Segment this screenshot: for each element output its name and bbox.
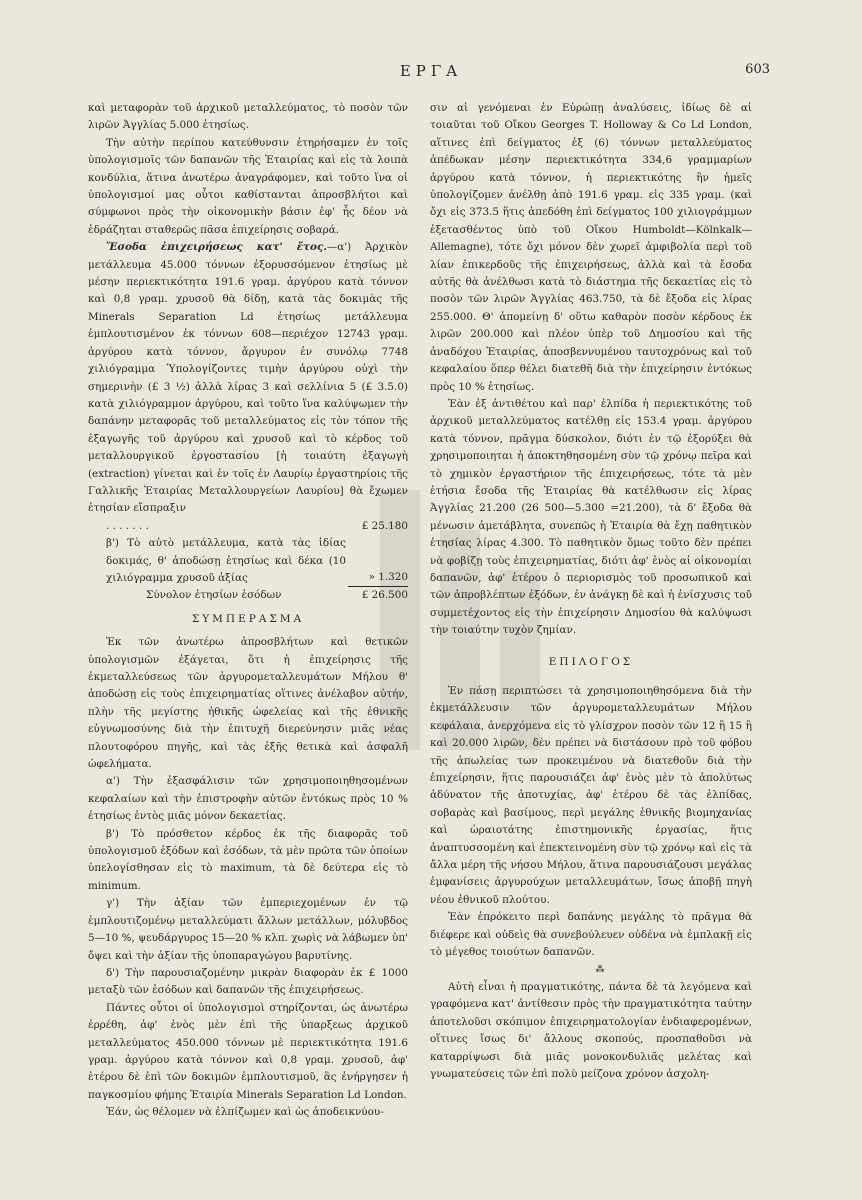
- page-number: 603: [745, 62, 770, 77]
- paragraph: Ἐὰν ἐπρόκειτο περὶ δαπάνης μεγάλης τὸ πρᾶγμα θὰ διέφερε καὶ οὐδεὶς θὰ συνεβούλευεν οὐδένα νὰ ἐμπλακῇ εἰς τὸ μέγεθος τοιούτων δαπανῶν.: [430, 911, 752, 959]
- account-total-label: Σύνολον ἐτησίων ἐσόδων: [146, 589, 282, 602]
- paragraph: καὶ μεταφορὰν τοῦ ἀρχικοῦ μεταλλεύματος, τὸ ποσὸν τῶν λιρῶν Ἀγγλίας 5.000 ἐτησίως.: [88, 102, 408, 132]
- paragraph: δ') Τὴν παρουσιαζομένην μικρὰν διαφορὰν ἐκ £ 1000 μεταξὺ τῶν ἐσόδων καὶ δαπανῶν τῆς ἐπιχειρήσεως.: [88, 966, 408, 997]
- paragraph: Ἐν πάσῃ περιπτώσει τὰ χρησιμοποιηθησόμενα διὰ τὴν ἐκμετάλλευσιν τῶν ἀργυρομεταλλευμάτων Μήλου κεφάλαια, ἀνερχόμενα εἰς τὸ γλίσχρον ποσὸν τῶν 12 ἢ 15 ἢ καὶ 20.000 λιρῶν, δὲν πρέπει νὰ διστάσουν πρὸ τοῦ φόβου τῆς ἀπωλείας των προκειμένου νὰ διατεθοῦν διὰ τὴν ἐπιχείρησιν, ἥτις παρουσιάζει ἀφ' ἑνὸς μὲν τὸ ἀπολύτως ἀδύνατον τῆς ἀποτυχίας, ἀφ' ἑτέρου δὲ τὰς ἐλπίδας, σοβαρὰς καὶ βασίμους, περὶ μεγάλης ἐθνικῆς βιομηχανίας καὶ ὡραιοτάτης ἐπιστημονικῆς ἐργασίας, ἥτις ἀναπτυσσομένη καὶ ἐπεκτεινομένη σὺν τῷ χρόνῳ καὶ εἰς τὰ ἄλλα μέρη τῆς νήσου Μήλου, ἅτινα παρουσιάζουσι μεγάλας ἐμφανίσεις ἀργυρούχων μεταλλευμάτων, ἴσως ἀποβῇ πηγὴ νέου ἐθνικοῦ πλούτου.: [430, 685, 752, 906]
- paragraph: σιν αἱ γενόμεναι ἐν Εὐρώπῃ ἀναλύσεις, ἰδίως δὲ αἱ τοιαῦται τοῦ Οἴκου Georges T. Holloway & Co Ld London, αἵτινες ἐπὶ δείγματος ἐξ (6) τόννων μεταλλεύματος ἀπέδωκαν μέσην περιεκτικότητα 334,6 γραμμαρίων ἀργύρου κατὰ τόννον, ἡ περιεκτικότης ἣν ἡμεῖς ὑπολογίζομεν ἀνέλθῃ ἀπὸ 191.6 γραμ. εἰς 335 γραμ. (καὶ ὄχι εἰς 373.5 ἥτις ἀπεδόθη ἐπὶ δείγματος 100 χιλιογράμμων ἐξετασθέντος ὑπὸ τοῦ Οἴκου Humboldt—Kölnkalk—Allemagne), τότε ὄχι μόνον δὲν χωρεῖ ἀμφιβολία περὶ τοῦ λίαν ἐπικερδοῦς τῆς ἐπιχειρήσεως, ἀλλὰ καὶ τὰ ἔσοδα αὐτῆς θὰ ἀνέλθωσι κατὰ τὸ διάστημα τῆς δεκαετίας εἰς τὸ ποσὸν τῶν λιρῶν Ἀγγλίας 463.750, τὰ δὲ ἔξοδα εἰς λίρας 255.000. Θ' ἀπομείνῃ δ' οὕτω καθαρὸν ποσὸν κέρδους ἐκ λιρῶν 200.000 καὶ πλέον ὑπὲρ τοῦ Δημοσίου καὶ τῆς ἀναδόχου Ἑταιρίας, ἀποσβεννυμένου ταυτοχρόνως καὶ τοῦ κεφαλαίου ὅπερ θέλει διατεθῆ διὰ τὴν ἐπιχείρησιν ἐντόκως πρὸς 10 % ἐτησίως.: [430, 102, 752, 393]
- income-account: [106, 518, 408, 605]
- paragraph: Τὴν αὐτὴν περίπου κατεύθυνσιν ἐτηρήσαμεν ἐν τοῖς ὑπολογισμοῖς τῶν δαπανῶν τῆς Ἑταιρίας καὶ εἰς τὰ λοιπὰ κονδύλια, ἅτινα ἀνωτέρω ἀναγράφομεν, καὶ τοῦτο ἵνα οἱ ὑπολογισμοί μας οὗτοι καθίστανται ἀπροσβλήτοι καὶ σύμφωνοι πρὸς τὴν οἰκονομικὴν βάσιν ἐφ' ἧς δέον νὰ ἑδράζηται σταθερῶς πᾶσα ἐπιχείρησις σοβαρά.: [88, 136, 408, 236]
- section-heading: ΕΠΙΛΟΓΟΣ: [548, 655, 634, 668]
- paragraph: Ἐὰν ἐξ ἀντιθέτου καὶ παρ' ἐλπίδα ἡ περιεκτικότης τοῦ ἀρχικοῦ μεταλλεύματος κατέλθῃ εἰς 153.4 γραμ. ἀργύρου κατὰ τόννον, πρᾶγμα δύσκολον, διότι ἐν τῷ ἐξορύξει θὰ χρησιμοποιηται ἡ ἀποκτηθησομένη σὺν τῷ χρόνῳ πεῖρα καὶ τὸ χημικὸν ἐργαστήριον τῆς ἐπιχειρήσεως, τότε τὰ μὲν ἐτήσια ἔσοδα τῆς Ἑταιρίας θὰ κατέλθωσιν εἰς λίρας Ἀγγλίας 21.200 (26 500—5.300 =21.200), τὰ δ' ἔξοδα θὰ μένωσιν ἀμετάβλητα, συνεπῶς ἡ Ἑταιρία θὰ ἔχῃ παθητικὸν ἐτησίας λίρας 4.300. Τὸ παθητικὸν ὅμως τοῦτο δὲν πρέπει νὰ φοβίζῃ τοὺς ἐπιχειρηματίας, διότι ἀφ' ἑνὸς αἱ οἰκονομίαι δαπανῶν, ἀφ' ἑτέρου ὁ περιορισμὸς τοῦ προσωπικοῦ καὶ τῶν ἀπροβλέπτων ἐξόδων, ἐν ἀνάγκῃ δὲ καὶ ἡ ἐνίσχυσις τοῦ συμμετέχοντος εἰς τὴν ἐπιχείρησιν Δημοσίου θὰ καλύψωσι τὴν τοιαύτην τυχὸν ζημίαν.: [430, 397, 752, 637]
- account-row: [106, 518, 408, 535]
- paragraph-text: —α') Ἀρχικὸν μετάλλευμα 45.000 τόννων ἐξορυσσόμενον ἐτησίως μὲ μέσην περιεκτικότητα 191.6 γραμ. ἀργύρου κατὰ τόννον καὶ 0,8 γραμ. χρυσοῦ θὰ δίδῃ, κατὰ τὰς δοκιμὰς τῆς Minerals Separation Ld ἐτησίως μετάλλευμα ἐμπλουτισμένον ἐκ τόννων 608—περιέχον 12743 γραμ. ἀργύρου κατὰ τόννον, ἄργυρον ἐν συνόλῳ 7748 χιλιόγραμμα Ὑπολογίζοντες τιμὴν ἀργύρου οὐχὶ τὴν σημερινὴν (£ 3 ½) ἀλλὰ λίρας 3 καὶ σελλίνια 5 (£ 3.5.0) κατὰ χιλιόγραμμον ἀργύρου, καὶ τοῦτο ἵνα καλύψωμεν τὴν δαπάνην μεταφορᾶς τοῦ μεταλλεύματος εἰς τὸν τόπον τῆς ἐξαγωγῆς τοῦ ἀργύρου καὶ χρυσοῦ καὶ τὸ κέρδος τοῦ μεταλλουργικοῦ ἐργοστασίου [ἡ τοιαύτη ἐξαγωγὴ (extraction) γίνεται καὶ ἐν τοῖς ἐν Λαυρίῳ ἐργαστηρίοις τῆς Γαλλικῆς Ἑταιρίας Μεταλλουργείων Λαυρίου] θὰ ἔχωμεν ἐτησίαν εἴσπραξιν: [88, 241, 408, 515]
- paragraph: Ἐάν, ὡς θέλομεν νὰ ἐλπίζωμεν καὶ ὡς ἀποδεικνύου-: [106, 1106, 384, 1119]
- running-head: ΕΡΓΑ: [399, 62, 463, 80]
- paragraph: γ') Τὴν ἀξίαν τῶν ἐμπεριεχομένων ἐν τῷ ἐμπλουτιζομένῳ μεταλλεύματι ἄλλων μετάλλων, μόλυβδος 5—10 %, ψευδάργυρος 15—20 % κλπ. χωρὶς νὰ λάβωμεν ὑπ' ὄψει καὶ τὴν ἀξίαν τῆς ὑποπαραγώγου βαρυτίνης.: [88, 897, 408, 962]
- section-separator: ⁂: [595, 964, 605, 975]
- account-total-amount: £ 26.500: [361, 589, 408, 602]
- paragraph: Πάντες οὗτοι οἱ ὑπολογισμοὶ στηρίζονται, ὡς ἀνωτέρω ἐρρέθη, ἀφ' ἑνὸς μὲν ἐπὶ τῆς ὑπαρξεως ἀρχικοῦ μεταλλεύματος 450.000 τόννων μὲ περιεκτικότητα 191.6 γραμ. ἀργύρου κατὰ τόννον καὶ 0,8 γραμ. χρυσοῦ, ἀφ' ἑτέρου δὲ ἐπὶ τῶν δοκιμῶν ἐμπλουτισμοῦ, ἃς ἐνήργησεν ἡ παγκοσμίου φήμης Ἑταιρία Minerals Separation Ld London.: [88, 1001, 408, 1101]
- account-amount: » 1.320: [348, 569, 408, 587]
- section-lead: Ἔσοδα ἐπιχειρήσεως κατ' ἔτος.: [106, 241, 327, 254]
- right-column: [430, 100, 752, 1083]
- paragraph-income: [88, 239, 408, 518]
- paragraph: β') Τὸ πρόσθετον κέρδος ἐκ τῆς διαφορᾶς τοῦ ὑπολογισμοῦ ἐξόδων καὶ ἐσόδων, τὰ μὲν πρῶτα τῶν ὁποίων ὑπελογίσθησαν εἰς τὸ maximum, τὰ δὲ δεύτερα εἰς τὸ minimum.: [88, 827, 408, 892]
- account-leader: . . . . . . .: [106, 519, 149, 532]
- paragraph: Αὐτὴ εἶναι ἡ πραγματικότης, πάντα δὲ τὰ λεγόμενα καὶ γραφόμενα κατ' ἀντίθεσιν πρὸς τὴν πραγματικότητα ταύτην ἀποτελοῦσι σκόπιμον ἐπιχειρηματολογίαν ἐνδιαφερομένων, οἵτινες ἴσως δι' ἄλλους σκοπούς, προσπαθοῦσι νὰ καταρρίψωσι διὰ μιᾶς μονοκονδυλιᾶς μελέτας καὶ γνωματεύσεις τῶν ἐπὶ πολὺ μείζονα χρόνον ἀσχολη-: [430, 980, 752, 1080]
- section-heading: ΣΥΜΠΕΡΑΣΜΑ: [191, 612, 305, 625]
- account-row: [106, 535, 408, 587]
- account-amount: £ 25.180: [361, 519, 408, 532]
- left-column: [88, 100, 408, 1122]
- account-total-row: [106, 587, 408, 604]
- paragraph: Ἐκ τῶν ἀνωτέρω ἀπροσβλήτων καὶ θετικῶν ὑπολογισμῶν ἐξάγεται, ὅτι ἡ ἐπιχείρησις τῆς ἐκμεταλλεύσεως τῶν ἀργυρομεταλλευμάτων Μήλου θ' ἀποδώσῃ εἰς τοὺς ἐπιχειρηματίας οἵτινες ἀνέλαβον αὐτήν, πλὴν τῆς μεγίστης ἠθικῆς ὠφελείας καὶ τῆς ἐθνικῆς εὐγνωμοσύνης διὰ τὴν ἐπιτυχῆ διερεύνησιν μιᾶς νέας πλουτοφόρου πηγῆς, καὶ τὰς ἑξῆς θετικὰ καὶ ἀσφαλῆ ὠφελήματα.: [88, 636, 408, 771]
- paragraph: α') Τὴν ἐξασφάλισιν τῶν χρησιμοποιηθησομένων κεφαλαίων καὶ τὴν ἐπιστροφὴν αὐτῶν ἐντόκως πρὸς 10 % ἐτησίως ἐντὸς μιᾶς μόνον δεκαετίας.: [88, 775, 408, 823]
- account-text: β') Τὸ αὐτὸ μετάλλευμα, κατὰ τὰς ἰδίας δοκιμάς, θ' ἀποδώσῃ ἐτησίως καὶ δέκα (10 χιλιόγραμμα χρυσοῦ ἀξίας: [106, 537, 346, 584]
